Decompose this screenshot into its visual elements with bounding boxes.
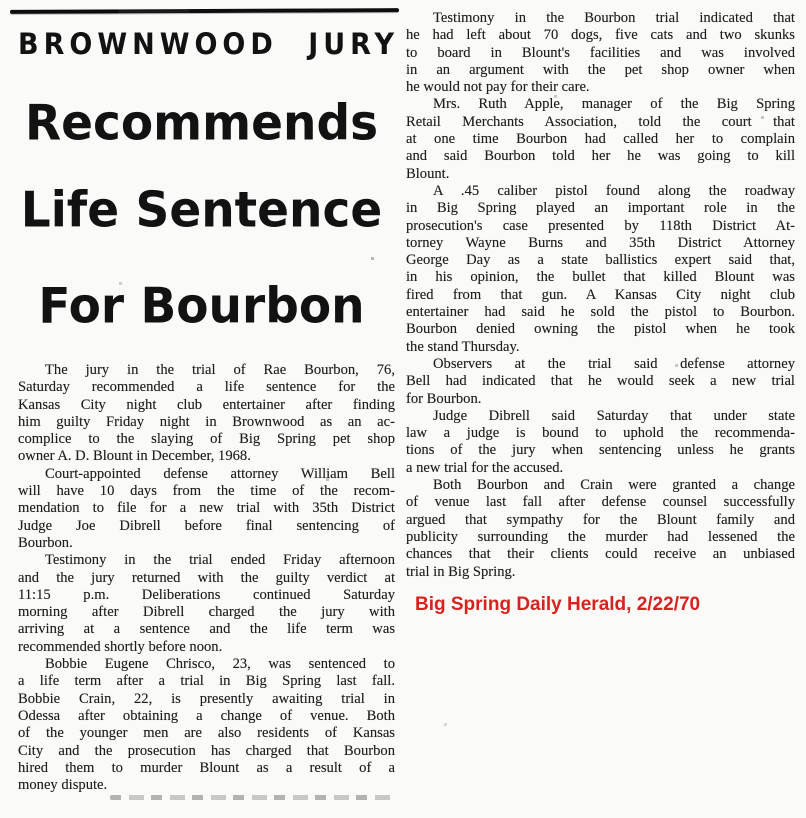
body-line: morning after Dibrell charged the jury with	[18, 604, 395, 621]
paragraph	[18, 362, 395, 466]
body-line: money dispute.	[18, 777, 108, 794]
body-line: complice to the slaying of Big Spring pet shop	[18, 431, 395, 448]
body-line: and said Bourbon told her he was going to kill	[406, 148, 795, 165]
body-line: and the jury returned with the guilty verdict at	[18, 569, 395, 586]
body-line: mendation to file for a new trial with 35th District	[18, 500, 395, 517]
body-line: entertainer had said he sold the pistol to Bourbon.	[406, 304, 795, 321]
body-line: Observers at the trial said defense attorney	[433, 355, 795, 372]
source-citation: Big Spring Daily Herald, 2/22/70	[415, 593, 701, 615]
body-line: Testimony in the trial ended Friday afternoon	[45, 552, 395, 569]
cut-off-text-artifact	[110, 795, 392, 800]
paragraph	[406, 477, 795, 581]
paragraph	[406, 356, 795, 408]
body-line: Court-appointed defense attorney William Bell	[45, 465, 395, 482]
body-line: torney Wayne Burns and 35th District Attorney	[406, 234, 795, 251]
body-line: fired from that gun. A Kansas City night club	[406, 286, 795, 303]
body-line: a life term after a trial in Big Spring last fall.	[18, 673, 395, 690]
article-paragraphs-right	[403, 10, 806, 581]
body-line: prosecution's case presented by 118th District At-	[406, 217, 795, 234]
body-line: Bourbon.	[18, 534, 73, 551]
body-line: chances that their clients could receive an unbiased	[406, 546, 795, 563]
body-line: Judge Dibrell said Saturday that under state	[433, 407, 795, 424]
kicker-headline: BROWNWOOD JURY	[18, 28, 400, 62]
body-line: Bobbie Crain, 22, is presently awaiting trial in	[18, 690, 395, 707]
body-line: of the younger men are also residents of Kansas	[18, 725, 395, 742]
body-line: in an argument with the pet shop owner when	[406, 61, 795, 78]
body-line: Bourbon denied owning the pistol when he took	[406, 321, 795, 338]
body-line: he would not pay for their care.	[406, 79, 590, 96]
body-line: trial in Big Spring.	[406, 563, 516, 580]
article-paragraphs-left	[0, 362, 403, 794]
body-line: owner A. D. Blount in December, 1968.	[18, 448, 251, 465]
body-line: Odessa after obtaining a change of venue. Both	[18, 707, 395, 724]
body-line: the stand Thursday.	[406, 338, 520, 355]
body-line: Bobbie Eugene Chrisco, 23, was sentenced to	[45, 656, 395, 673]
body-line: A .45 caliber pistol found along the roadway	[433, 182, 795, 199]
body-line: Judge Joe Dibrell before final sentencing of	[18, 517, 395, 534]
body-line: arriving at a sentence and the life term was	[18, 621, 395, 638]
body-line: recommended shortly before noon.	[18, 638, 223, 655]
body-line: Retail Merchants Association, told the court that	[406, 113, 795, 130]
body-line: a new trial for the accused.	[406, 459, 564, 476]
body-line: tions of the jury when sentencing unless he grants	[406, 442, 795, 459]
paragraph	[18, 552, 395, 656]
body-line: hired them to murder Blount as a result of a	[18, 759, 395, 776]
body-line: in his opinion, the bullet that killed Blount was	[406, 269, 795, 286]
body-line: Both Bourbon and Crain were granted a change	[433, 477, 795, 494]
body-line: to board in Blount's facilities and was involved	[406, 44, 795, 61]
body-line: Kansas City night club entertainer after finding	[18, 396, 395, 413]
paragraph	[406, 10, 795, 96]
body-line: for Bourbon.	[406, 390, 482, 407]
right-column	[403, 0, 806, 818]
main-headline-line-2: Life Sentence	[20, 181, 383, 240]
paragraph	[18, 656, 395, 794]
paragraph	[406, 408, 795, 477]
body-line: George Day as a state ballistics expert said that,	[406, 252, 795, 269]
body-line: 11:15 p.m. Deliberations continued Saturday	[18, 586, 395, 603]
body-line: law a judge is bound to uphold the recommenda-	[406, 425, 795, 442]
paragraph	[406, 96, 795, 182]
body-line: him guilty Friday night in Brownwood as an ac-	[18, 413, 395, 430]
body-line: argued that sympathy for the Blount family and	[406, 511, 795, 528]
body-line: Bell had indicated that he would seek a new trial	[406, 373, 795, 390]
paragraph	[406, 183, 795, 356]
body-line: Saturday recommended a life sentence for the	[18, 379, 395, 396]
body-line: in Big Spring played an important role in the	[406, 200, 795, 217]
body-line: Mrs. Ruth Apple, manager of the Big Spring	[433, 96, 795, 113]
body-line: he had left about 70 dogs, five cats and two skunks	[406, 27, 795, 44]
body-line: will have 10 days from the time of the recom-	[18, 483, 395, 500]
body-line: The jury in the trial of Rae Bourbon, 76,	[45, 362, 395, 378]
main-headline-line-1: Recommends	[24, 94, 379, 153]
body-line: Blount.	[406, 165, 450, 182]
paragraph	[18, 466, 395, 552]
body-line: Testimony in the Bourbon trial indicated that	[433, 10, 795, 26]
body-line: of venue last fall after defense counsel successfully	[406, 494, 795, 511]
top-rule	[10, 8, 399, 14]
body-line: at one time Bourbon had called her to complain	[406, 131, 795, 148]
body-line: publicity surrounding the murder had lessened the	[406, 528, 795, 545]
main-headline-line-3: For Bourbon	[38, 277, 365, 336]
body-line: City and the prosecution has charged that Bourbon	[18, 742, 395, 759]
